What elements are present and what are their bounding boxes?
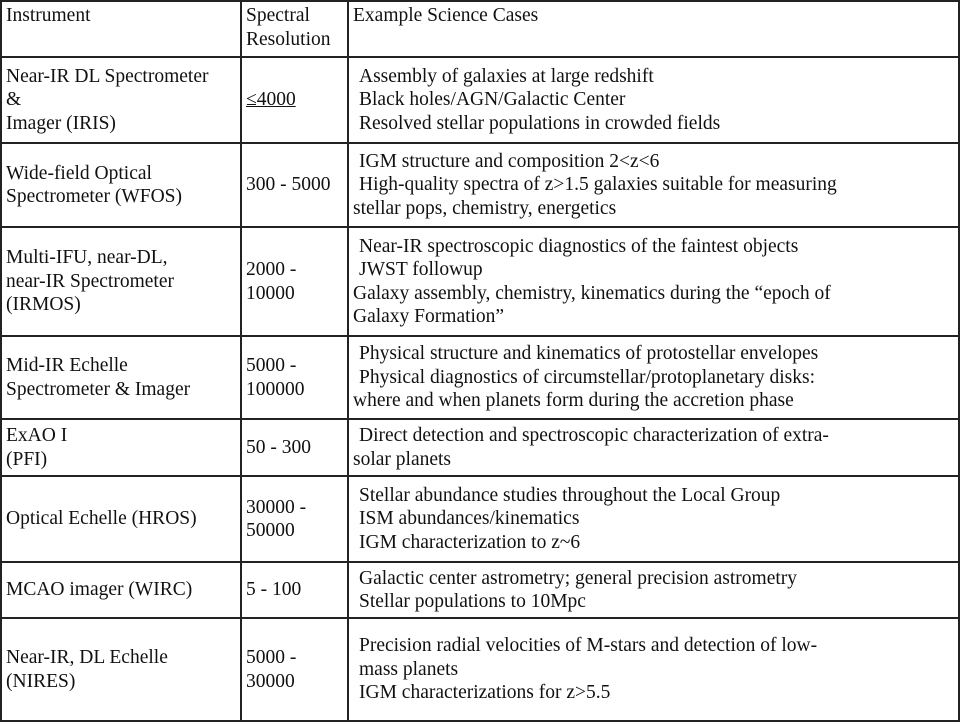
header-instrument-text: Instrument bbox=[6, 5, 91, 26]
resolution-cell bbox=[241, 419, 348, 476]
science-line: Galaxy Formation” bbox=[353, 306, 505, 327]
science-line: Stellar abundance studies throughout the Local Group bbox=[359, 484, 781, 506]
resolution-line: 300 - 5000 bbox=[246, 174, 331, 196]
science-line: Near-IR spectroscopic diagnostics of the faintest objects bbox=[359, 235, 799, 257]
instrument-cell bbox=[1, 143, 241, 227]
instrument-cell bbox=[1, 476, 241, 562]
science-cell bbox=[348, 336, 959, 419]
instrument-cell bbox=[1, 618, 241, 721]
science-line: IGM characterization to z~6 bbox=[359, 531, 581, 553]
resolution-line: 5000 - bbox=[246, 355, 297, 376]
science-line: High-quality spectra of z>1.5 galaxies suitable for measuring bbox=[359, 174, 837, 196]
resolution-line: 5 - 100 bbox=[246, 579, 302, 601]
instrument-cell bbox=[1, 419, 241, 476]
science-line: Black holes/AGN/Galactic Center bbox=[359, 89, 626, 111]
header-resolution-line: Resolution bbox=[246, 28, 331, 50]
resolution-line: 5000 - bbox=[246, 647, 297, 668]
science-line: Precision radial velocities of M-stars and detection of low- bbox=[359, 635, 818, 657]
science-cell bbox=[348, 57, 959, 143]
instrument-cell bbox=[1, 227, 241, 336]
resolution-line: 2000 - bbox=[246, 259, 297, 280]
resolution-line: 50000 bbox=[246, 520, 295, 541]
science-line: IGM structure and composition 2<z<6 bbox=[359, 150, 660, 172]
table-header-row bbox=[1, 1, 959, 57]
instrument-line: & bbox=[6, 89, 22, 111]
instrument-line: Mid-IR Echelle bbox=[6, 355, 128, 376]
science-line: Physical diagnostics of circumstellar/protoplanetary disks: bbox=[359, 366, 815, 388]
header-resolution-line: Spectral bbox=[246, 5, 310, 26]
instrument-line: Near-IR DL Spectrometer bbox=[6, 65, 209, 87]
resolution-cell bbox=[241, 143, 348, 227]
table-row bbox=[1, 562, 959, 618]
table-row bbox=[1, 227, 959, 336]
instrument-line: (NIRES) bbox=[6, 670, 76, 692]
resolution-line: 100000 bbox=[246, 378, 305, 400]
science-line: JWST followup bbox=[359, 259, 483, 280]
header-science-text: Example Science Cases bbox=[353, 5, 539, 26]
science-line: mass planets bbox=[359, 658, 459, 680]
resolution-cell bbox=[241, 336, 348, 419]
instrument-line: Spectrometer (WFOS) bbox=[6, 186, 182, 207]
science-line: Galactic center astrometry; general precision astrometry bbox=[359, 567, 798, 589]
instrument-line: ExAO I bbox=[6, 425, 68, 446]
table-row bbox=[1, 57, 959, 143]
table-row bbox=[1, 419, 959, 476]
science-line: Resolved stellar populations in crowded fields bbox=[359, 112, 721, 134]
science-cell bbox=[348, 227, 959, 336]
science-cell bbox=[348, 618, 959, 721]
header-instrument bbox=[1, 1, 241, 57]
resolution-cell bbox=[241, 57, 348, 143]
science-line: ISM abundances/kinematics bbox=[359, 508, 580, 530]
science-line: Stellar populations to 10Mpc bbox=[359, 591, 586, 612]
instrument-cell bbox=[1, 336, 241, 419]
resolution-cell bbox=[241, 562, 348, 618]
table-row bbox=[1, 618, 959, 721]
instrument-cell bbox=[1, 562, 241, 618]
table-row bbox=[1, 476, 959, 562]
instrument-line: Optical Echelle (HROS) bbox=[6, 508, 197, 530]
instrument-line: Multi-IFU, near-DL, bbox=[6, 247, 168, 269]
science-cell bbox=[348, 419, 959, 476]
resolution-line: 30000 bbox=[246, 670, 295, 692]
resolution-cell bbox=[241, 476, 348, 562]
science-line: Direct detection and spectroscopic characterization of extra- bbox=[359, 425, 829, 446]
resolution-line: 10000 bbox=[246, 282, 295, 304]
instrument-cell bbox=[1, 57, 241, 143]
science-line: Galaxy assembly, chemistry, kinematics during the “epoch of bbox=[353, 282, 831, 304]
table-row bbox=[1, 336, 959, 419]
instrument-line: (IRMOS) bbox=[6, 294, 81, 316]
science-cell bbox=[348, 562, 959, 618]
instrument-line: MCAO imager (WIRC) bbox=[6, 579, 193, 601]
instrument-line: (PFI) bbox=[6, 448, 48, 470]
table-row bbox=[1, 143, 959, 227]
instrument-line: Near-IR, DL Echelle bbox=[6, 647, 168, 668]
science-line: where and when planets form during the accretion phase bbox=[353, 390, 794, 412]
science-line: solar planets bbox=[353, 448, 452, 470]
resolution-line: 50 - 300 bbox=[246, 436, 311, 458]
header-resolution bbox=[241, 1, 348, 57]
resolution-line: ≤4000 bbox=[246, 89, 296, 111]
instrument-line: Imager (IRIS) bbox=[6, 112, 116, 134]
instrument-line: near-IR Spectrometer bbox=[6, 270, 174, 292]
resolution-line: 30000 - bbox=[246, 496, 307, 518]
resolution-cell bbox=[241, 227, 348, 336]
science-cell bbox=[348, 476, 959, 562]
science-line: stellar pops, chemistry, energetics bbox=[353, 197, 617, 219]
science-line: Assembly of galaxies at large redshift bbox=[359, 65, 654, 87]
instrument-line: Wide-field Optical bbox=[6, 162, 152, 184]
header-science bbox=[348, 1, 959, 57]
resolution-cell bbox=[241, 618, 348, 721]
instrument-line: Spectrometer & Imager bbox=[6, 378, 191, 400]
science-cell bbox=[348, 143, 959, 227]
science-line: Physical structure and kinematics of protostellar envelopes bbox=[359, 343, 819, 365]
science-line: IGM characterizations for z>5.5 bbox=[359, 682, 611, 704]
